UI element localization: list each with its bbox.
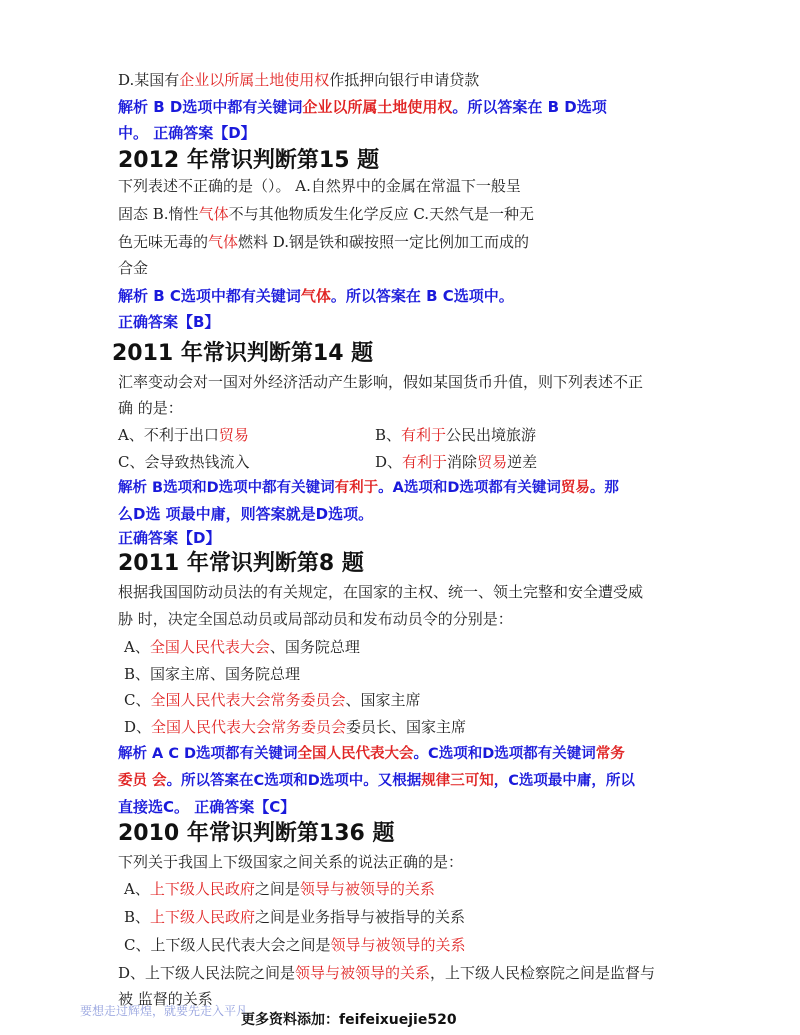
question-text-part: 不与其他物质发生化学反应 C.天然气是一种无 xyxy=(228,205,535,223)
option-b: B、国家主席、国务院总理 xyxy=(124,665,301,683)
explanation-text: 。那 xyxy=(589,480,619,496)
keyword-highlight: 上下级人民政府 xyxy=(149,880,255,898)
explanation-line xyxy=(118,478,619,498)
explanation-text: 解析 B D选项中都有关键词 xyxy=(118,98,303,116)
keyword-highlight: 常务 xyxy=(595,746,625,762)
option-text: D、上下级人民法院之间是 xyxy=(118,964,296,982)
option-text: ，上下级人民检察院之间是监督与 xyxy=(430,964,656,982)
keyword-highlight: 贸易 xyxy=(218,426,249,444)
option-text: A、 xyxy=(124,880,150,898)
question-text: 胁 时，决定全国总动员或局部动员和发布动员令的分别是： xyxy=(118,610,513,628)
explanation-text: 解析 B选项和D选项中都有关键词 xyxy=(118,480,335,496)
option-b xyxy=(124,907,465,927)
option-text: 、国务院总理 xyxy=(269,638,360,656)
question-text-part: 色无味无毒的 xyxy=(118,233,209,251)
option-text: 逆差 xyxy=(507,453,538,471)
keyword-highlight: 全国人民代表大会常务委员会 xyxy=(150,691,346,709)
explanation-line xyxy=(118,771,635,791)
keyword-highlight: 全国人民代表大会 xyxy=(297,746,414,762)
keyword-highlight: 有利于 xyxy=(334,480,379,496)
question-text: 汇率变动会对一国对外经济活动产生影响，假如某国货币升值，则下列表述不正 xyxy=(118,373,644,391)
explanation-text: ，C选项最中庸，所以 xyxy=(493,773,635,789)
explanation-text: 。A选项和D选项都有关键词 xyxy=(378,480,561,496)
keyword-highlight: 有利于 xyxy=(402,453,448,471)
keyword-highlight: 气体 xyxy=(208,233,239,251)
option-text: C、上下级人民代表大会之间是 xyxy=(124,936,331,954)
answer-line: 正确答案【B】 xyxy=(118,313,220,331)
question-text-part: 固态 B.惰性 xyxy=(118,205,199,223)
option-text: B、 xyxy=(124,908,151,926)
keyword-highlight: 领导与被领导的关系 xyxy=(295,964,431,982)
answer-line: 中。 正确答案【D】 xyxy=(118,124,256,142)
option-text: 作抵押向银行申请贷款 xyxy=(329,71,480,89)
explanation-text: 解析 B C选项中都有关键词 xyxy=(118,287,301,305)
explanation-text: 解析 A C D选项都有关键词 xyxy=(118,746,298,762)
explanation-line xyxy=(118,97,607,117)
question-text: 根据我国国防动员法的有关规定，在国家的主权、统一、领土完整和安全遭受威 xyxy=(118,583,644,601)
watermark-text: 要想走过辉煌，就要先走入平凡 xyxy=(80,1004,249,1018)
keyword-highlight: 企业以所属土地使用权 xyxy=(179,71,330,89)
option-text: 之间是 xyxy=(254,880,300,898)
keyword-highlight: 规律三可知 xyxy=(421,773,494,789)
question-text: 合金 xyxy=(118,259,149,277)
keyword-highlight: 贸易 xyxy=(560,480,590,496)
option-d-line xyxy=(118,70,479,90)
option-c: C、会导致热钱流入 xyxy=(118,453,250,471)
option-text: A、 xyxy=(124,638,150,656)
question-text xyxy=(118,204,534,224)
explanation-text: 。C选项和D选项都有关键词 xyxy=(413,746,596,762)
option-text: D.某国有 xyxy=(118,71,180,89)
question-text: 下列关于我国上下级国家之间关系的说法正确的是： xyxy=(118,853,464,871)
keyword-highlight: 企业以所属土地使用权 xyxy=(302,98,453,116)
option-text: 之间是业务指导与被指导的关系 xyxy=(255,908,466,926)
answer-line: 正确答案【D】 xyxy=(118,529,221,547)
keyword-highlight: 领导与被领导的关系 xyxy=(299,880,435,898)
keyword-highlight: 上下级人民政府 xyxy=(150,908,256,926)
explanation-text: 。所以答案在 B C选项中。 xyxy=(330,287,514,305)
keyword-highlight: 委员 会 xyxy=(118,773,167,789)
option-text: D、 xyxy=(375,453,403,471)
explanation-text: 。所以答案在C选项和D选项中。又根据 xyxy=(166,773,422,789)
question-text: 被 监督的关系 xyxy=(118,990,213,1008)
explanation-line xyxy=(118,286,514,306)
question-heading: 2011 年常识判断第14 题 xyxy=(112,341,374,366)
option-text: B、 xyxy=(375,426,402,444)
option-text: 、国家主席 xyxy=(345,691,421,709)
option-d xyxy=(375,452,537,472)
option-text: C、 xyxy=(124,691,151,709)
question-heading: 2012 年常识判断第15 题 xyxy=(118,148,380,173)
keyword-highlight: 全国人民代表大会 xyxy=(149,638,270,656)
question-text: 确 的是： xyxy=(118,399,183,417)
keyword-highlight: 贸易 xyxy=(477,453,508,471)
option-text: 公民出境旅游 xyxy=(446,426,537,444)
option-d xyxy=(118,963,655,983)
option-a xyxy=(124,879,435,899)
question-heading: 2010 年常识判断第136 题 xyxy=(118,821,395,846)
keyword-highlight: 领导与被领导的关系 xyxy=(330,936,466,954)
question-text xyxy=(118,232,529,252)
question-text: 下列表述不正确的是（）。 A.自然界中的金属在常温下一般呈 xyxy=(118,177,521,195)
option-c xyxy=(124,935,466,955)
option-c xyxy=(124,690,421,710)
question-text-part: 燃料 D.钢是铁和碳按照一定比例加工而成的 xyxy=(238,233,530,251)
question-heading: 2011 年常识判断第8 题 xyxy=(118,551,364,576)
explanation-line xyxy=(118,744,625,764)
option-a xyxy=(124,637,360,657)
option-text: 委员长、国家主席 xyxy=(346,718,467,736)
keyword-highlight: 有利于 xyxy=(401,426,447,444)
option-text: D、 xyxy=(124,718,152,736)
answer-line: 直接选C。 正确答案【C】 xyxy=(118,798,296,816)
keyword-highlight: 气体 xyxy=(300,287,331,305)
footer-text: 更多资料添加：feifeixuejie520 xyxy=(241,1012,457,1028)
option-b xyxy=(375,425,536,445)
option-text: A、不利于出口 xyxy=(118,426,219,444)
option-a xyxy=(118,425,249,445)
keyword-highlight: 气体 xyxy=(198,205,229,223)
option-text: 消除 xyxy=(447,453,478,471)
option-d xyxy=(124,717,466,737)
explanation-line: 么D选 项最中庸，则答案就是D选项。 xyxy=(118,505,374,523)
keyword-highlight: 全国人民代表大会常务委员会 xyxy=(151,718,347,736)
explanation-text: 。所以答案在 B D选项 xyxy=(452,98,607,116)
